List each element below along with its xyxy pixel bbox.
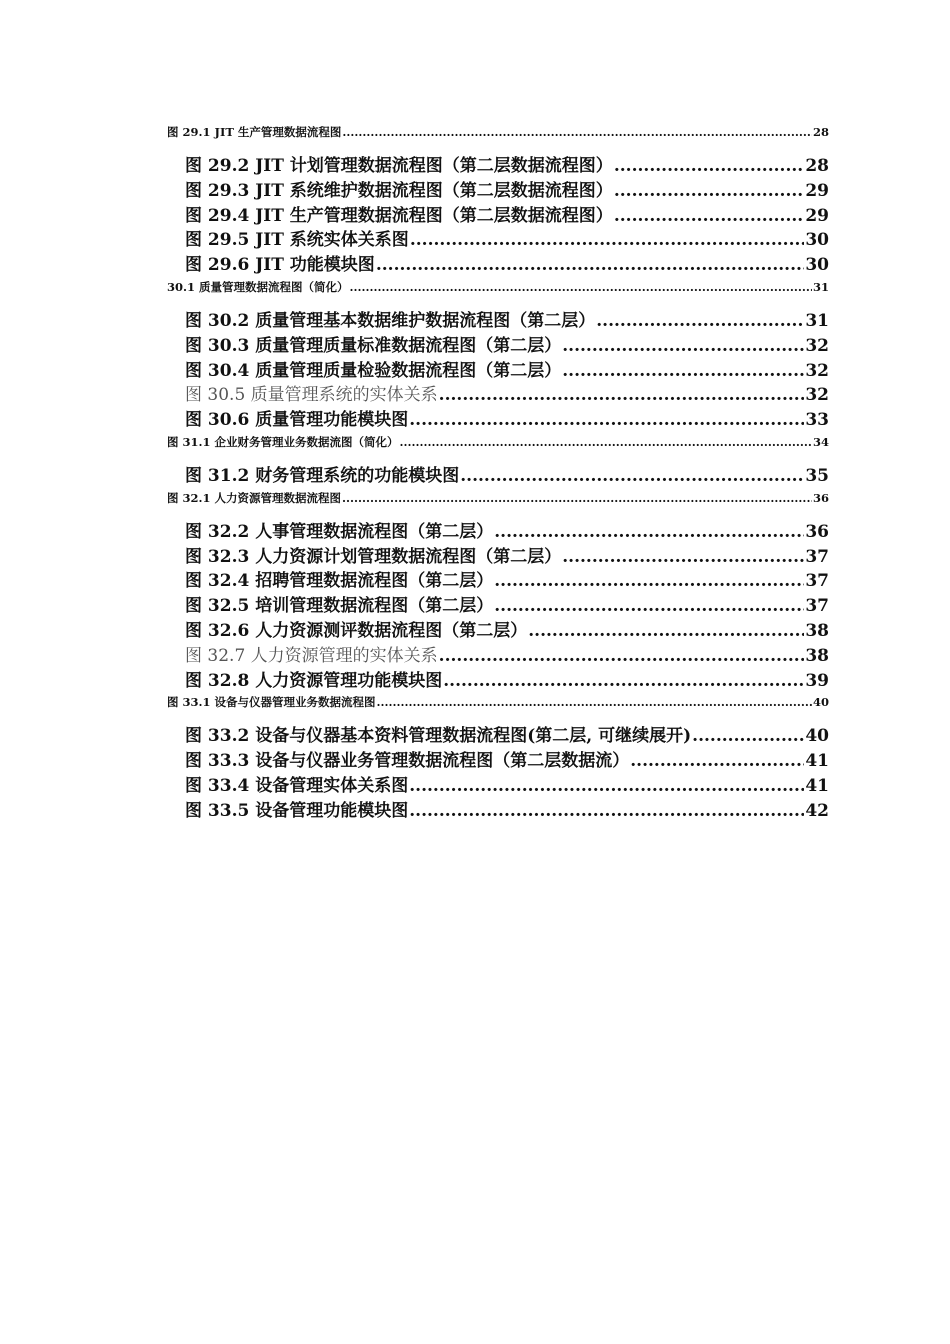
toc-entry-label: 图 31.2 财务管理系统的功能模块图 <box>185 465 460 486</box>
toc-leader-dots <box>410 230 805 250</box>
toc-entry-label: 图 30.4 质量管理质量检验数据流程图（第二层） <box>185 360 562 381</box>
toc-entry[interactable] <box>185 461 829 486</box>
toc-entry[interactable] <box>167 694 829 712</box>
toc-leader-dots <box>342 491 812 505</box>
toc-leader-dots <box>439 646 805 666</box>
toc-entry-page-number: 39 <box>805 670 829 691</box>
toc-leader-dots <box>562 361 804 381</box>
toc-leader-dots <box>528 621 804 641</box>
toc-entry[interactable] <box>185 356 829 381</box>
toc-leader-dots <box>692 726 804 746</box>
toc-leader-dots <box>614 156 805 176</box>
toc-entry-page-number: 41 <box>805 775 829 796</box>
toc-leader-dots <box>494 596 804 616</box>
toc-entry-page-number: 29 <box>805 180 829 201</box>
toc-entry[interactable] <box>185 566 829 591</box>
toc-entry-label: 图 30.5 质量管理系统的实体关系 <box>185 385 438 406</box>
table-of-contents <box>167 120 829 821</box>
toc-entry[interactable] <box>185 380 829 405</box>
toc-entry[interactable] <box>185 176 829 201</box>
toc-entry-label: 图 29.4 JIT 生产管理数据流程图（第二层数据流程图） <box>185 205 613 226</box>
toc-entry-page-number: 35 <box>805 465 829 486</box>
toc-leader-dots <box>494 522 804 542</box>
toc-leader-dots <box>400 435 812 449</box>
toc-entry-page-number: 38 <box>805 620 829 641</box>
toc-entry[interactable] <box>185 721 829 746</box>
toc-leader-dots <box>562 336 804 356</box>
toc-entry-page-number: 42 <box>805 800 829 821</box>
toc-entry[interactable] <box>185 616 829 641</box>
toc-entry[interactable] <box>185 666 829 691</box>
toc-entry-page-number: 31 <box>812 279 829 294</box>
toc-entry[interactable] <box>185 201 829 226</box>
toc-entry-label: 图 31.1 企业财务管理业务数据流图（简化） <box>167 434 399 449</box>
toc-entry-page-number: 32 <box>805 360 829 381</box>
toc-entry-page-number: 30 <box>805 230 829 251</box>
toc-entry-page-number: 28 <box>812 125 829 139</box>
toc-entry[interactable] <box>167 279 829 297</box>
toc-entry[interactable] <box>185 746 829 771</box>
toc-entry-page-number: 37 <box>805 596 829 617</box>
toc-entry[interactable] <box>185 331 829 356</box>
toc-entry-label: 图 29.6 JIT 功能模块图 <box>185 255 375 276</box>
toc-leader-dots <box>630 751 804 771</box>
toc-entry-page-number: 40 <box>805 726 829 747</box>
toc-entry-label: 图 32.7 人力资源管理的实体关系 <box>185 645 438 666</box>
toc-entry[interactable] <box>185 306 829 331</box>
toc-entry-label: 图 32.2 人事管理数据流程图（第二层） <box>185 521 494 542</box>
toc-entry-label: 图 32.8 人力资源管理功能模块图 <box>185 670 443 691</box>
toc-entry-label: 图 29.2 JIT 计划管理数据流程图（第二层数据流程图） <box>185 156 613 176</box>
toc-entry[interactable] <box>167 434 829 452</box>
toc-entry-label: 图 33.2 设备与仪器基本资料管理数据流程图(第二层, 可继续展开) <box>185 726 692 747</box>
toc-leader-dots <box>443 671 804 691</box>
toc-entry-label: 图 29.5 JIT 系统实体关系图 <box>185 230 409 251</box>
toc-entry[interactable] <box>185 250 829 275</box>
toc-entry-page-number: 40 <box>812 695 829 710</box>
toc-entry[interactable] <box>185 771 829 796</box>
toc-entry[interactable] <box>185 151 829 176</box>
toc-entry-label: 图 33.5 设备管理功能模块图 <box>185 800 409 821</box>
toc-entry[interactable] <box>185 796 829 821</box>
toc-entry-label: 图 32.5 培训管理数据流程图（第二层） <box>185 596 494 617</box>
toc-leader-dots <box>596 311 804 331</box>
toc-entry-label: 图 32.3 人力资源计划管理数据流程图（第二层） <box>185 546 562 567</box>
toc-entry-page-number: 29 <box>805 205 829 226</box>
toc-entry[interactable] <box>167 124 829 142</box>
toc-entry[interactable] <box>167 490 829 508</box>
toc-entry[interactable] <box>185 405 829 430</box>
toc-entry-label: 图 30.6 质量管理功能模块图 <box>185 410 409 431</box>
toc-entry-label: 图 29.3 JIT 系统维护数据流程图（第二层数据流程图） <box>185 180 613 201</box>
toc-leader-dots <box>409 801 804 821</box>
toc-leader-dots <box>614 181 805 201</box>
toc-entry-label: 图 33.1 设备与仪器管理业务数据流程图 <box>167 695 376 710</box>
toc-entry-page-number: 28 <box>805 156 829 176</box>
toc-leader-dots <box>494 571 804 591</box>
toc-entry-page-number: 31 <box>805 310 829 331</box>
toc-entry-page-number: 36 <box>805 521 829 542</box>
toc-entry-page-number: 41 <box>805 751 829 772</box>
toc-entry-label: 30.1 质量管理数据流程图（简化） <box>167 279 349 294</box>
toc-leader-dots <box>614 206 805 226</box>
toc-entry[interactable] <box>185 542 829 567</box>
toc-entry[interactable] <box>185 591 829 616</box>
toc-entry[interactable] <box>185 225 829 250</box>
toc-leader-dots <box>460 466 804 486</box>
toc-entry-label: 图 30.2 质量管理基本数据维护数据流程图（第二层） <box>185 310 596 331</box>
toc-entry-page-number: 36 <box>812 490 829 505</box>
toc-leader-dots <box>562 547 804 567</box>
toc-entry-page-number: 38 <box>805 645 829 666</box>
toc-entry-label: 图 29.1 JIT 生产管理数据流程图 <box>167 125 342 139</box>
toc-leader-dots <box>342 125 812 139</box>
toc-entry-page-number: 32 <box>805 335 829 356</box>
toc-entry-label: 图 32.1 人力资源管理数据流程图 <box>167 490 342 505</box>
toc-entry-page-number: 37 <box>805 571 829 592</box>
toc-entry-label: 图 30.3 质量管理质量标准数据流程图（第二层） <box>185 335 562 356</box>
toc-entry-page-number: 34 <box>812 434 829 449</box>
toc-entry[interactable] <box>185 641 829 666</box>
toc-leader-dots <box>350 280 812 294</box>
toc-entry-label: 图 33.4 设备管理实体关系图 <box>185 775 409 796</box>
toc-entry-page-number: 32 <box>805 385 829 406</box>
toc-entry-page-number: 33 <box>805 410 829 431</box>
toc-entry-label: 图 32.6 人力资源测评数据流程图（第二层） <box>185 620 528 641</box>
toc-leader-dots <box>377 695 812 709</box>
toc-entry[interactable] <box>185 517 829 542</box>
toc-leader-dots <box>439 385 805 405</box>
toc-leader-dots <box>376 255 805 275</box>
toc-entry-label: 图 32.4 招聘管理数据流程图（第二层） <box>185 571 494 592</box>
toc-leader-dots <box>409 410 804 430</box>
toc-leader-dots <box>409 776 804 796</box>
toc-entry-label: 图 33.3 设备与仪器业务管理数据流程图（第二层数据流） <box>185 751 630 772</box>
toc-entry-page-number: 37 <box>805 546 829 567</box>
toc-entry-page-number: 30 <box>805 255 829 276</box>
